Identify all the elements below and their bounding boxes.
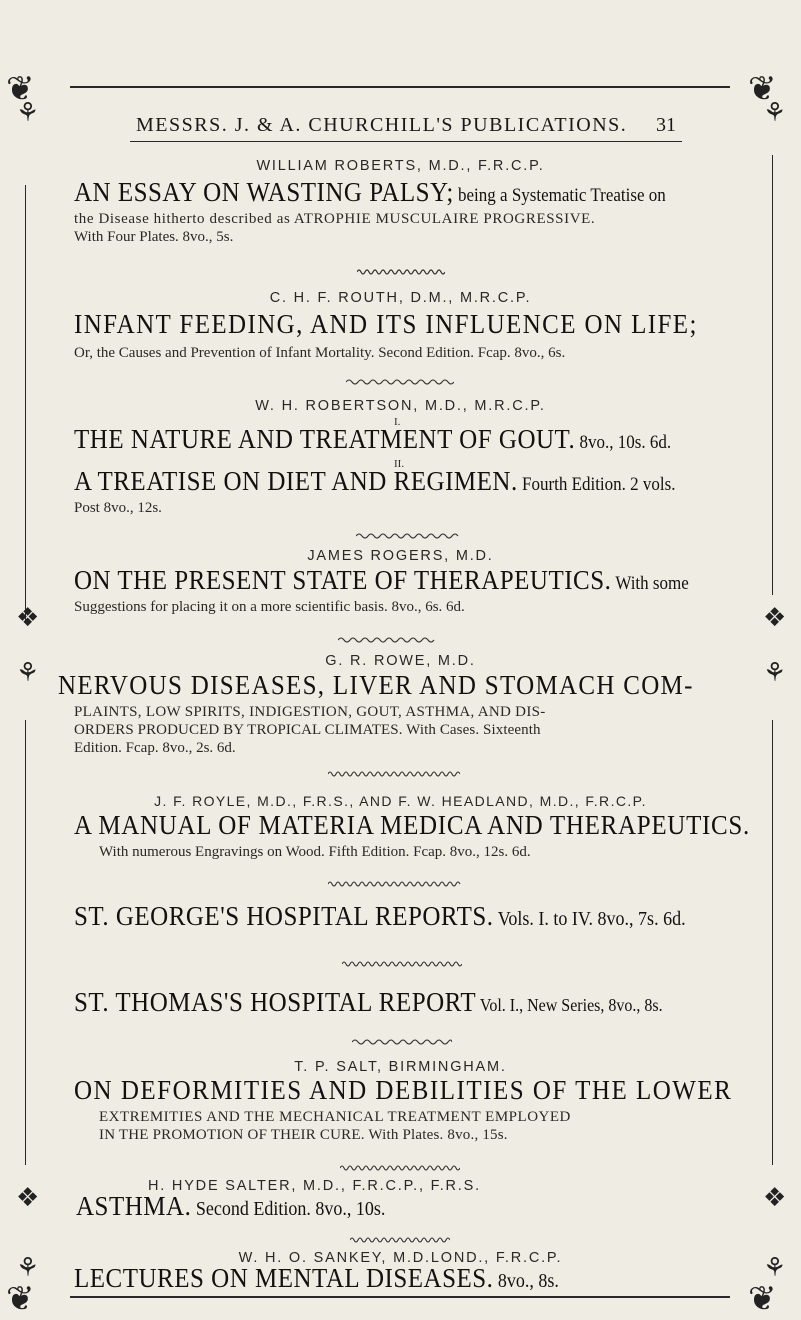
- entry-line: IN THE PROMOTION OF THEIR CURE. With Plates. 8vo., 15s.: [99, 1127, 508, 1143]
- side-ornament-icon: ⚘: [763, 98, 787, 128]
- title-main: NERVOUS DISEASES, LIVER AND STOMACH COM-: [58, 671, 694, 701]
- corner-flourish-icon: ❦: [748, 1279, 777, 1319]
- entry-line: PLAINTS, LOW SPIRITS, INDIGESTION, GOUT, ASTHMA, AND DIS-: [74, 704, 546, 720]
- entry-author: W. H. O. SANKEY, M.D.LOND., F.R.C.P.: [238, 1250, 563, 1266]
- squiggle-divider: [340, 1164, 460, 1172]
- entry-author: W. H. ROBERTSON, M.D., M.R.C.P.: [255, 398, 546, 414]
- page-number: 31: [656, 114, 676, 136]
- squiggle-divider: [342, 960, 462, 968]
- entry-title: [74, 425, 671, 456]
- entry-title: [74, 1264, 559, 1295]
- corner-flourish-icon: ❦: [748, 69, 777, 109]
- entry-author: JAMES ROGERS, M.D.: [307, 548, 494, 564]
- corner-flourish-icon: ❦: [6, 1279, 35, 1319]
- title-tail: being a Systematic Treatise on: [453, 184, 666, 206]
- squiggle-divider: [350, 1236, 450, 1244]
- entry-author: WILLIAM ROBERTS, M.D., F.R.C.P.: [256, 158, 545, 174]
- running-header: [136, 114, 676, 137]
- squiggle-divider: [328, 770, 460, 778]
- entry-line: the Disease hitherto described as ATROPHIE MUSCULAIRE PROGRESSIVE.: [74, 211, 596, 227]
- right-rule-upper: [772, 155, 773, 595]
- title-main: ON DEFORMITIES AND DEBILITIES OF THE LOWER: [74, 1076, 733, 1106]
- entry-line: Or, the Causes and Prevention of Infant Mortality. Second Edition. Fcap. 8vo., 6s.: [74, 345, 566, 361]
- entry-title: [74, 902, 686, 933]
- squiggle-divider: [357, 268, 445, 276]
- title-main: LECTURES ON MENTAL DISEASES.: [74, 1264, 494, 1294]
- title-tail: 8vo., 8s.: [493, 1269, 559, 1292]
- side-ornament-icon: ❖: [763, 1183, 787, 1213]
- title-main: A MANUAL OF MATERIA MEDICA AND THERAPEUTICS.: [74, 811, 750, 841]
- title-main: AN ESSAY ON WASTING PALSY;: [74, 178, 454, 208]
- entry-author: G. R. ROWE, M.D.: [325, 653, 476, 669]
- squiggle-divider: [328, 880, 462, 888]
- side-ornament-icon: ⚘: [16, 658, 40, 688]
- entry-title: [58, 671, 694, 702]
- entry-line: ORDERS PRODUCED BY TROPICAL CLIMATES. With Cases. Sixteenth: [74, 722, 541, 738]
- side-ornament-icon: ❖: [763, 603, 787, 633]
- squiggle-divider: [338, 636, 436, 644]
- side-ornament-icon: ⚘: [763, 1253, 787, 1283]
- entry-title: [74, 1076, 732, 1107]
- entry-line: With Four Plates. 8vo., 5s.: [74, 229, 234, 245]
- entry-title: [74, 467, 675, 498]
- title-main: ST. THOMAS'S HOSPITAL REPORT: [74, 988, 477, 1018]
- entry-title: [74, 811, 750, 842]
- title-tail: Second Edition. 8vo., 10s.: [191, 1197, 386, 1220]
- side-ornament-icon: ⚘: [763, 658, 787, 688]
- title-tail: Vols. I. to IV. 8vo., 7s. 6d.: [493, 907, 686, 930]
- right-rule-mid: [772, 720, 773, 1165]
- left-rule-mid: [25, 720, 26, 1165]
- entry-title: [76, 1192, 385, 1223]
- entry-line: Post 8vo., 12s.: [74, 500, 162, 516]
- side-ornament-icon: ⚘: [16, 1253, 40, 1283]
- title-tail: With some: [611, 572, 689, 594]
- entry-title: [74, 566, 689, 597]
- entry-line: Suggestions for placing it on a more scientific basis. 8vo., 6s. 6d.: [74, 599, 465, 615]
- top-rule-short: [130, 141, 682, 142]
- title-main: THE NATURE AND TREATMENT OF GOUT.: [74, 425, 576, 455]
- title-main: ASTHMA.: [76, 1192, 192, 1222]
- entry-title: [74, 178, 666, 209]
- entry-line: Edition. Fcap. 8vo., 2s. 6d.: [74, 740, 236, 756]
- title-main: ON THE PRESENT STATE OF THERAPEUTICS.: [74, 566, 612, 596]
- volume-numeral: II.: [394, 458, 405, 470]
- entry-line: EXTREMITIES AND THE MECHANICAL TREATMENT EMPLOYED: [99, 1109, 571, 1125]
- corner-flourish-icon: ❦: [6, 69, 35, 109]
- squiggle-divider: [346, 378, 454, 386]
- squiggle-divider: [352, 1038, 452, 1046]
- title-tail: 8vo., 10s. 6d.: [575, 431, 672, 453]
- bottom-rule: [70, 1296, 730, 1298]
- side-ornament-icon: ❖: [16, 603, 40, 633]
- entry-author: T. P. SALT, BIRMINGHAM.: [294, 1059, 507, 1075]
- title-main: A TREATISE ON DIET AND REGIMEN.: [74, 467, 518, 497]
- entry-line: With numerous Engravings on Wood. Fifth Edition. Fcap. 8vo., 12s. 6d.: [99, 844, 531, 860]
- volume-numeral: I.: [394, 416, 401, 428]
- title-tail: Fourth Edition. 2 vols.: [517, 473, 676, 495]
- publisher-line: MESSRS. J. & A. CHURCHILL'S PUBLICATIONS.: [136, 114, 628, 136]
- squiggle-divider: [356, 532, 460, 540]
- side-ornament-icon: ⚘: [16, 98, 40, 128]
- title-main: ST. GEORGE'S HOSPITAL REPORTS.: [74, 902, 494, 932]
- side-ornament-icon: ❖: [16, 1183, 40, 1213]
- entry-title: [74, 310, 698, 341]
- entry-author: C. H. F. ROUTH, D.M., M.R.C.P.: [269, 290, 532, 306]
- title-main: INFANT FEEDING, AND ITS INFLUENCE ON LIFE;: [74, 310, 698, 340]
- top-rule: [70, 86, 730, 88]
- entry-title: [74, 988, 663, 1019]
- entry-author: J. F. ROYLE, M.D., F.R.S., AND F. W. HEADLAND, M.D., F.R.C.P.: [154, 793, 647, 809]
- entry-author: H. HYDE SALTER, M.D., F.R.C.P., F.R.S.: [148, 1178, 481, 1194]
- title-tail: Vol. I., New Series, 8vo., 8s.: [476, 996, 663, 1016]
